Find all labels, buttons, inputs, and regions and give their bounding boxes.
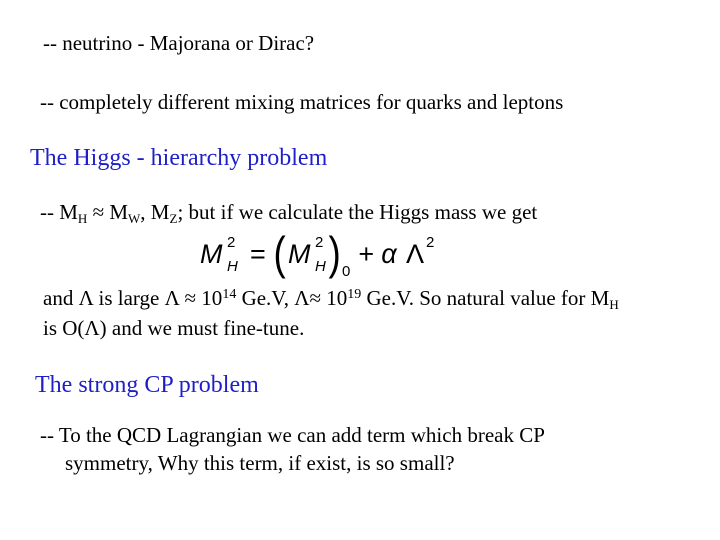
- text: -- M: [40, 200, 78, 224]
- lambda-line: [43, 286, 619, 312]
- formula-plus-alpha: + α: [358, 239, 397, 269]
- text: , M: [140, 200, 170, 224]
- formula-sup: 2: [227, 234, 236, 251]
- sup: 19: [347, 287, 362, 302]
- formula-sub: H: [315, 258, 326, 275]
- formula-zero: 0: [342, 263, 351, 280]
- formula-lambda: Λ: [406, 239, 425, 269]
- text: Ge.V. So natural value for M: [361, 286, 610, 310]
- qcd-bullet-cont: symmetry, Why this term, if exist, is so small?: [65, 451, 455, 475]
- sub: W: [128, 211, 141, 226]
- sub: H: [77, 211, 88, 226]
- mixing-bullet: -- completely different mixing matrices for quarks and leptons: [40, 90, 564, 114]
- sub: H: [609, 297, 619, 312]
- qcd-bullet: -- To the QCD Lagrangian we can add term which break CP: [40, 423, 545, 447]
- formula-m: M: [288, 239, 311, 269]
- formula-sup: 2: [426, 234, 435, 251]
- text: and Λ is large Λ ≈ 10: [43, 286, 223, 310]
- strong-cp-heading: The strong CP problem: [35, 372, 259, 398]
- higgs-heading: The Higgs - hierarchy problem: [30, 145, 328, 171]
- formula-sub: H: [227, 258, 238, 275]
- finetune-line: is O(Λ) and we must fine-tune.: [43, 316, 305, 340]
- higgs-mass-bullet: [40, 200, 538, 226]
- formula-right-paren: ): [328, 227, 341, 279]
- text: Ge.V, Λ≈ 10: [236, 286, 348, 310]
- higgs-mass-formula: [200, 228, 450, 280]
- text: ; but if we calculate the Higgs mass we get: [177, 200, 538, 224]
- formula-left-paren: (: [273, 227, 286, 279]
- sup: 14: [222, 287, 237, 302]
- formula-equals: =: [250, 239, 266, 269]
- text: ≈ M: [87, 200, 129, 224]
- formula-sup: 2: [315, 234, 324, 251]
- formula-m: M: [200, 239, 223, 269]
- sub: Z: [169, 211, 178, 226]
- neutrino-bullet: -- neutrino - Majorana or Dirac?: [43, 31, 315, 55]
